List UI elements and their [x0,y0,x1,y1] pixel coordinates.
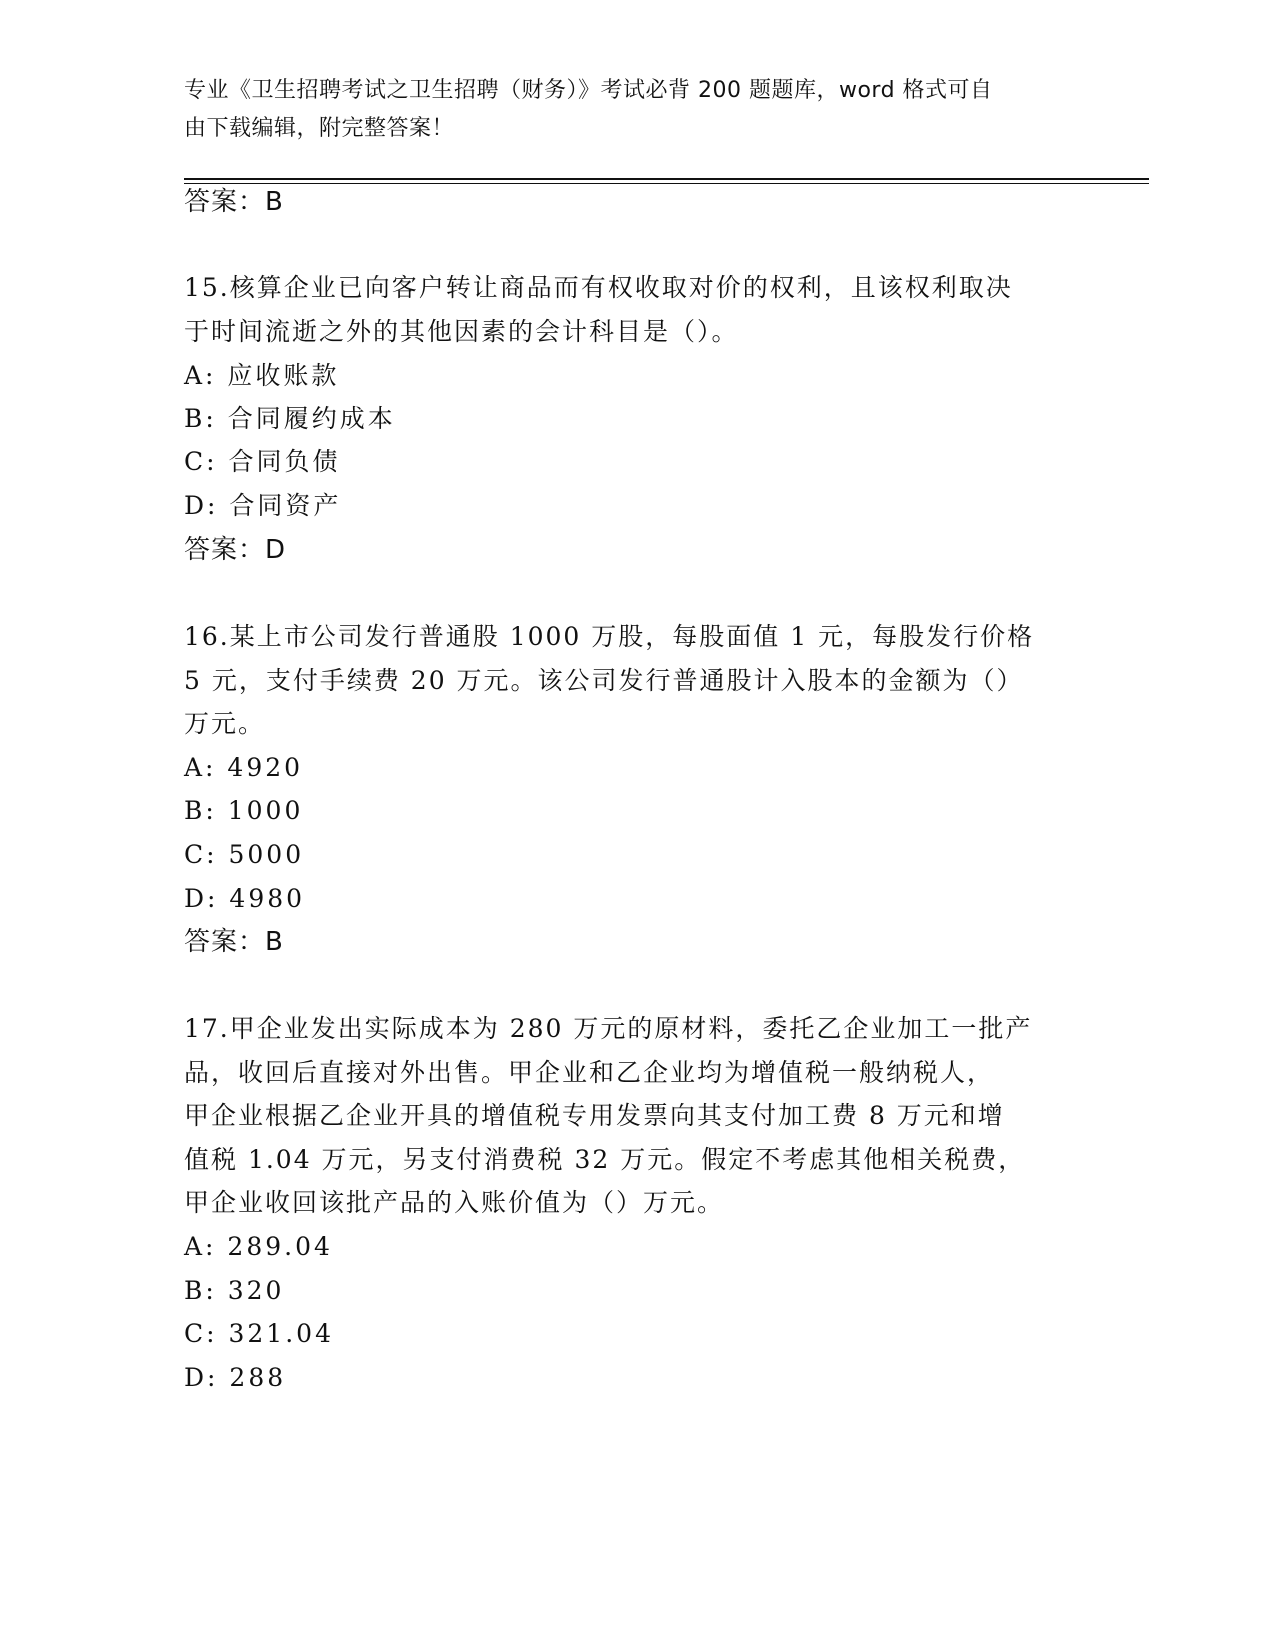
question-17-option-c: C: 321.04 [184,1319,334,1348]
header-rule-thin [184,183,1149,184]
question-15-line-2: 于时间流逝之外的其他因素的会计科目是（）。 [184,317,739,346]
question-15-option-c: C: 合同负债 [184,447,341,476]
question-17-option-b: B: 320 [184,1276,285,1305]
question-15-option-d: D: 合同资产 [184,491,342,520]
previous-answer: 答案：B [184,187,284,217]
question-17-line-2: 品，收回后直接对外出售。甲企业和乙企业均为增值税一般纳税人， [184,1058,995,1087]
question-17-option-a: A: 289.04 [184,1232,333,1261]
question-16-option-a: A: 4920 [184,753,304,782]
header-rule-thick [184,178,1149,180]
header-line-1: 专业《卫生招聘考试之卫生招聘（财务）》考试必背 200 题题库，word 格式可自 [184,78,993,103]
header-line-2: 由下载编辑，附完整答案！ [184,116,455,141]
question-17-line-1: 17.甲企业发出实际成本为 280 万元的原材料，委托乙企业加工一批产 [184,1014,1033,1043]
document-header [184,72,1054,148]
question-16-line-2: 5 元，支付手续费 20 万元。该公司发行普通股计入股本的金额为（） [184,666,1024,695]
question-17-line-5: 甲企业收回该批产品的入账价值为（）万元。 [184,1188,725,1217]
question-16-option-d: D: 4980 [184,884,306,913]
question-15-answer: 答案：D [184,535,287,565]
question-16-line-3: 万元。 [184,709,266,738]
question-16-option-b: B: 1000 [184,796,304,825]
question-15-option-b: B: 合同履约成本 [184,404,396,433]
question-16-line-1: 16.某上市公司发行普通股 1000 万股，每股面值 1 元，每股发行价格 [184,622,1035,651]
question-17-line-4: 值税 1.04 万元，另支付消费税 32 万元。假定不考虑其他相关税费， [184,1145,1026,1174]
question-16-answer: 答案：B [184,927,284,957]
question-16-option-c: C: 5000 [184,840,305,869]
question-17-line-3: 甲企业根据乙企业开具的增值税专用发票向其支付加工费 8 万元和增 [184,1101,1005,1130]
question-17-option-d: D: 288 [184,1363,287,1392]
question-15-line-1: 15.核算企业已向客户转让商品而有权收取对价的权利，且该权利取决 [184,273,1013,302]
question-15-option-a: A: 应收账款 [184,361,340,390]
